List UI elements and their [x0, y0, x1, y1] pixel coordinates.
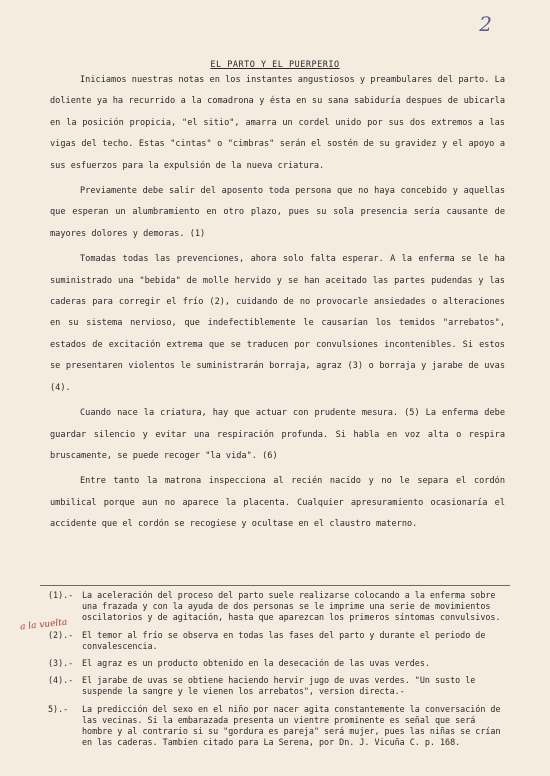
paragraph: Iniciamos nuestras notas en los instantes angustiosos y preambulares del parto. La doliente ya ha recurrido a la comadrona y ésta en su sana sabiduría despues de ubicarla en la posición propicia, "el sitio", amarra un cordel unido por sus dos extremos a las vigas del techo. Estas "cintas" o "cimbras" serán el sostén de su gravidez y el apoyo a sus esfuerzos para la expulsión de la nueva criatura.	[50, 75, 505, 171]
footnote-number: (2).-	[48, 629, 74, 640]
paragraph: Previamente debe salir del aposento toda persona que no haya concebido y aquellas que esperan un alumbramiento en otro plazo, pues su sola presencia sería causante de mayores dolores y demoras. (1)	[50, 186, 505, 239]
handwritten-annotation: a la vuelta	[19, 617, 68, 633]
footnote-text: El agraz es un producto obtenido en la desecación de las uvas verdes.	[82, 658, 430, 669]
footnote-text: El jarabe de uvas se obtiene haciendo hervir jugo de uvas verdes. "Un susto le suspende la sangre y le vienen los arrebatos", version directa.-	[82, 675, 476, 697]
footnote-number: (4).-	[48, 675, 74, 686]
paragraph: Entre tanto la matrona inspecciona al recién nacido y no le separa el cordón umbilical porque aun no aparece la placenta. Cualquier apresuramiento ocasionaría el accidente que el cordón se recogiese y ocultase en el claustro materno.	[50, 476, 505, 530]
page-number: 2	[479, 12, 492, 36]
footnote	[48, 658, 503, 669]
footnote-number: (3).-	[48, 658, 74, 669]
footnote	[48, 704, 503, 749]
footnotes	[48, 590, 503, 754]
footnote-text: La predicción del sexo en el niño por nacer agita constantemente la conversación de las vecinas. Si la embarazada presenta un vientre prominente es señal que será hombre y al contrario si su "gordura es pareja" será mujer, pues las niñas se crían en las caderas. Tambien citado para La Serena, por Dn. J. Vicuña C. p. 168.	[82, 703, 501, 748]
paragraph: Cuando nace la criatura, hay que actuar con prudente mesura. (5) La enferma debe guardar silencio y evitar una respiración profunda. Si habla en voz alta o respira bruscamente, se puede recoger "la vida". (6)	[50, 408, 505, 461]
footnote-divider	[40, 585, 510, 586]
body-text	[50, 70, 505, 536]
footnote-number: (1).-	[48, 590, 74, 600]
footnote-text: El temor al frío se observa en todas las fases del parto y durante el periodo de convalescencia.	[82, 629, 486, 651]
footnote-text: La aceleración del proceso del parto suele realizarse colocando a la enferma sobre una frazada y con la ayuda de dos personas se le imprime una serie de movimientos oscilatorios y de agitación, hasta que aparezcan los primeros síntomas convulsivos.	[82, 590, 501, 623]
footnote	[48, 675, 503, 697]
footnote	[48, 630, 503, 652]
footnote-number: 5).-	[48, 703, 69, 714]
footnote	[48, 590, 503, 624]
paragraph: Tomadas todas las prevenciones, ahora solo falta esperar. A la enferma se le ha suministrado una "bebida" de molle hervido y se han aceitado las partes pudendas y las caderas para corregir el frío (2), cuidando de no provocarle ansiedades o alteraciones en su sistema nervioso, que indefectiblemente le causarían los temidos "arrebatos", estados de excitación extrema que se traducen por convulsiones incontenibles. Si estos se presentaren violentos le suministrarán borraja, agraz (3) o borraja y jarabe de uvas (4).	[50, 254, 505, 393]
document-title: EL PARTO Y EL PUERPERIO	[210, 60, 340, 70]
